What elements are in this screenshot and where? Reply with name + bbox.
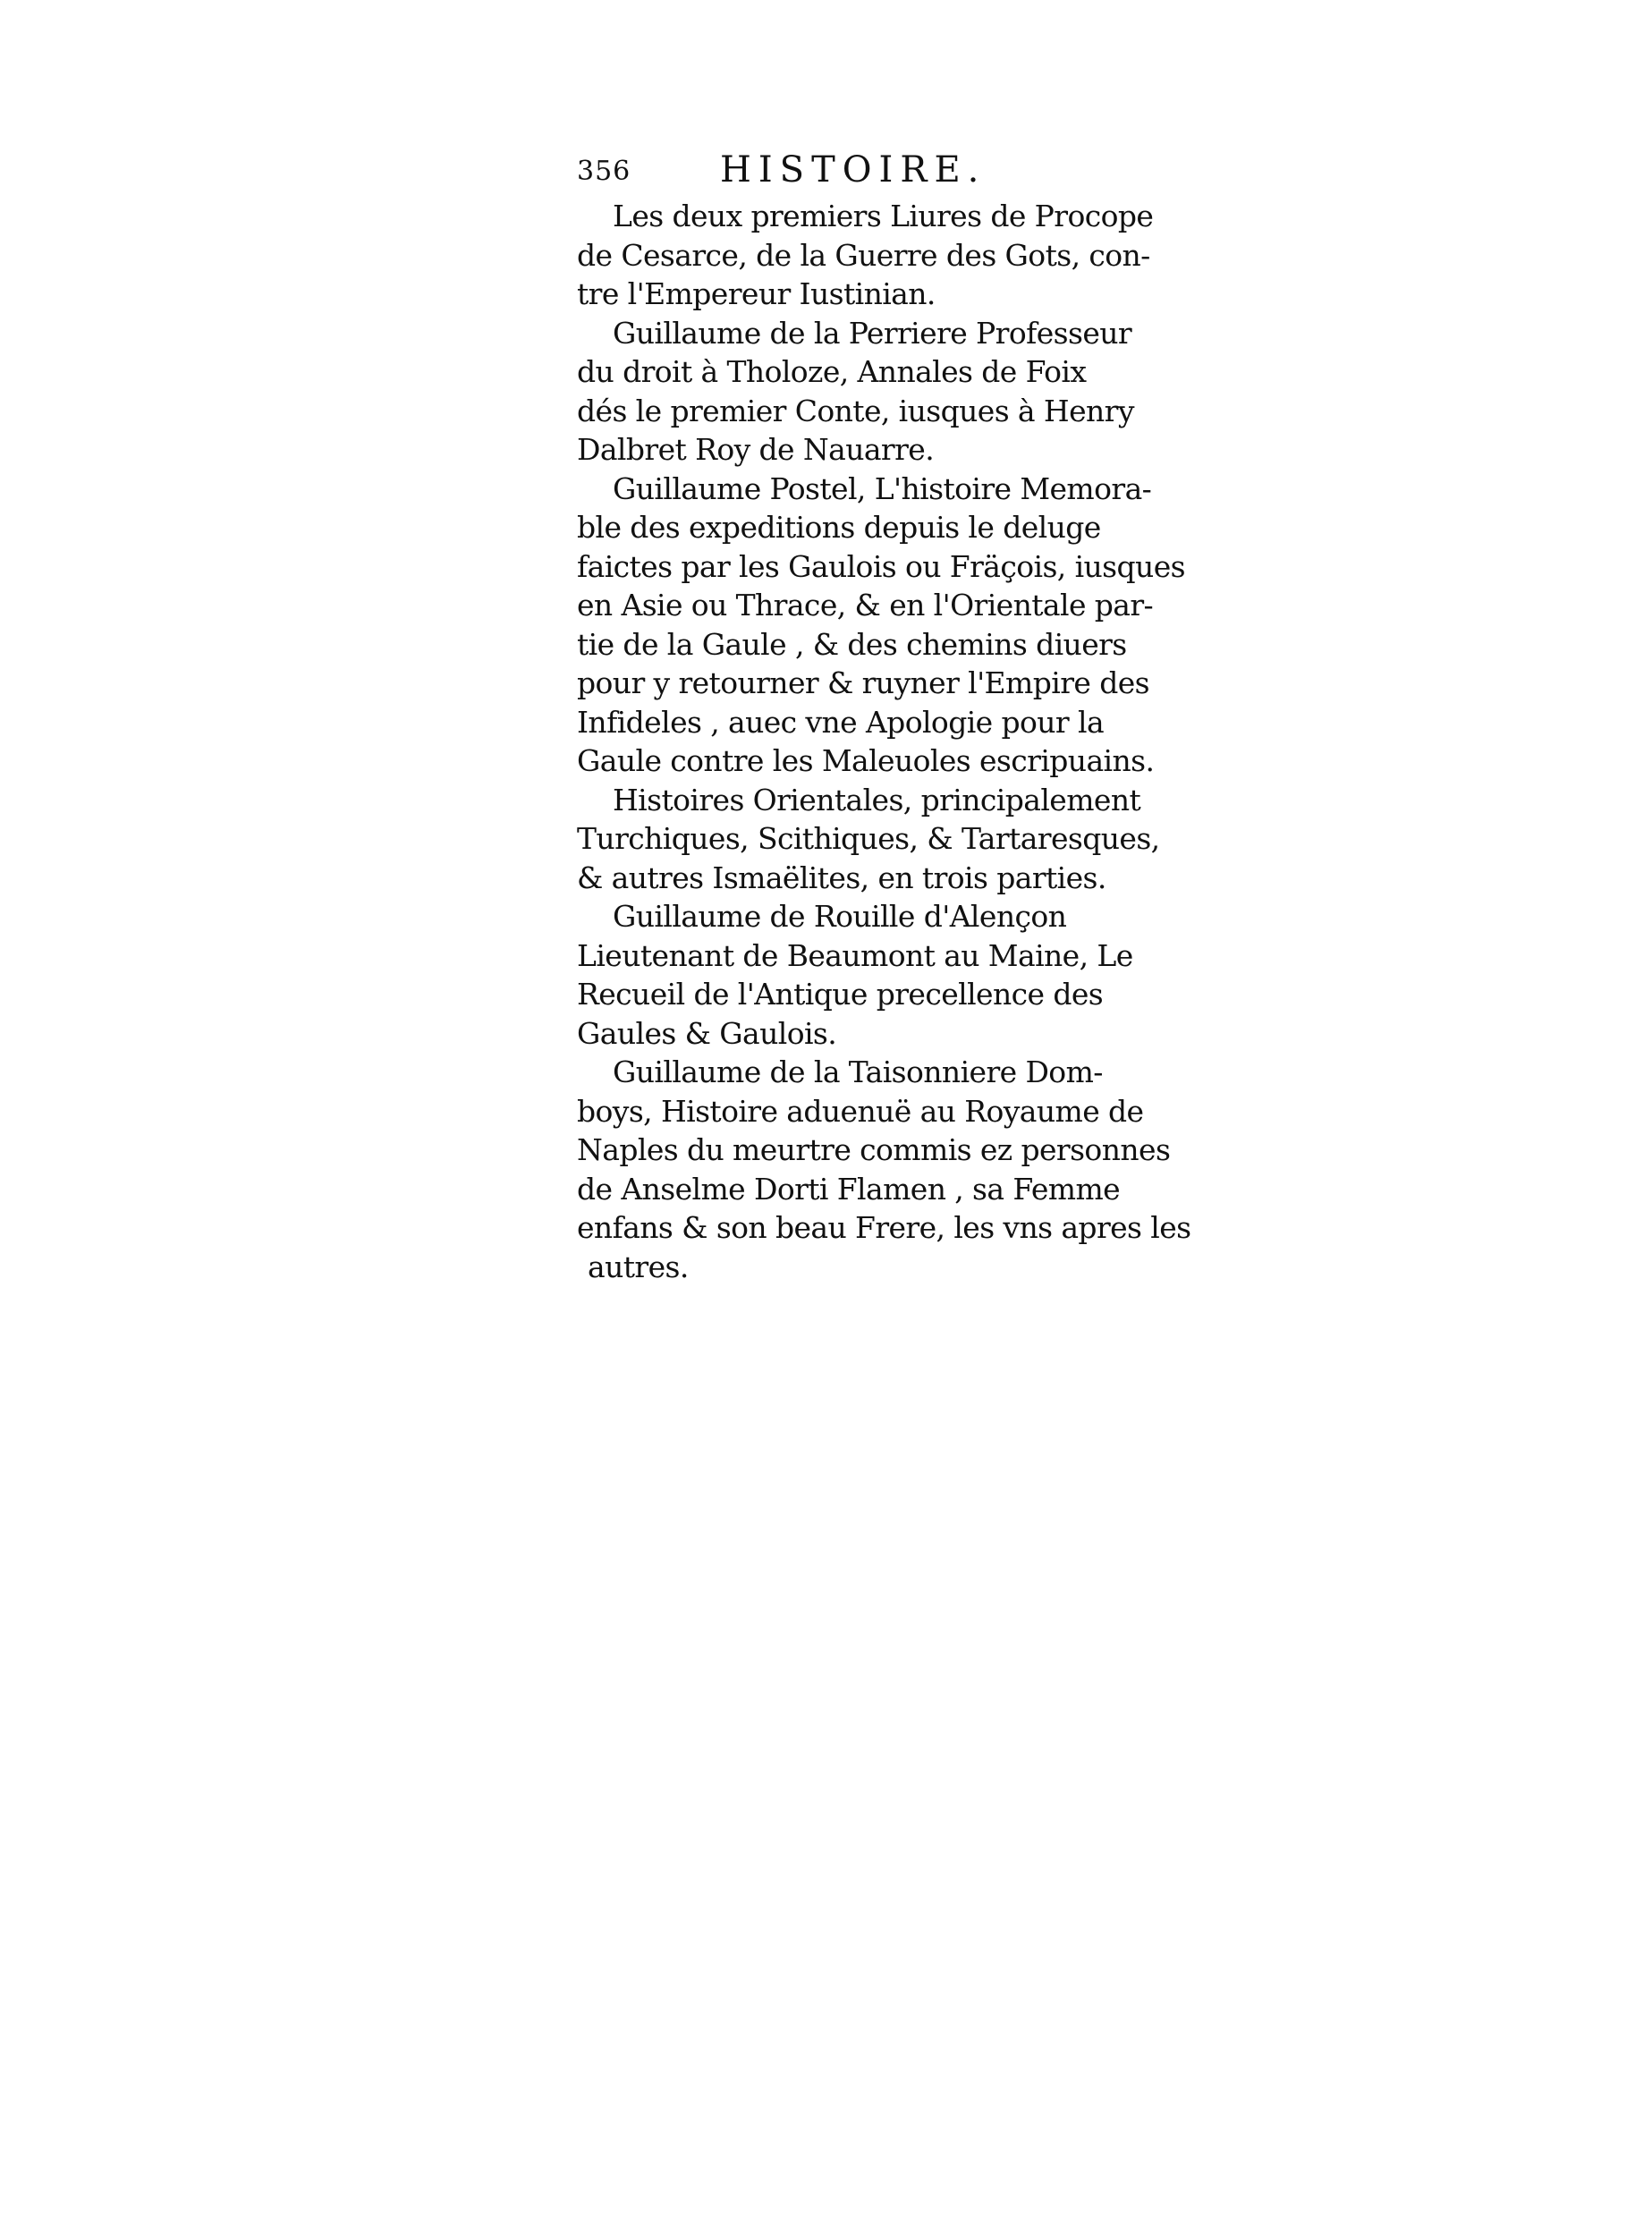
- running-title: HISTOIRE.: [720, 149, 987, 191]
- entry-line: tre l'Empereur Iustinian.: [577, 276, 936, 311]
- entry-line: Infideles , auec vne Apologie pour la: [577, 704, 1105, 740]
- entry-line: pour y retourner & ruyner l'Empire des: [577, 665, 1150, 700]
- page-text-block: [577, 149, 1191, 1286]
- entry-line: Guillaume de la Perriere Professeur: [613, 315, 1132, 351]
- entry-line: enfans & son beau Frere, les vns apres les: [577, 1210, 1191, 1245]
- entry-line: du droit à Tholoze, Annales de Foix: [577, 354, 1087, 389]
- entry-line: autres.: [588, 1249, 689, 1284]
- page-number: 356: [577, 156, 631, 187]
- entry-line: & autres Ismaëlites, en trois parties.: [577, 860, 1106, 895]
- entry-line: Turchiques, Scithiques, & Tartaresques,: [577, 821, 1160, 856]
- page-header: [577, 150, 1172, 197]
- entry-line: Dalbret Roy de Nauarre.: [577, 432, 935, 467]
- entry-line: Recueil de l'Antique precellence des: [577, 977, 1104, 1012]
- entry-line: de Anselme Dorti Flamen , sa Femme: [577, 1171, 1121, 1207]
- entry-line: Histoires Orientales, principalement: [613, 782, 1141, 817]
- bibliography-entry-taisonniere: [577, 1053, 1191, 1286]
- entry-line: ble des expeditions depuis le deluge: [577, 510, 1101, 545]
- bibliography-entry-rouille: [577, 897, 1172, 1053]
- entry-line: Naples du meurtre commis ez personnes: [577, 1132, 1171, 1167]
- entry-line: Guillaume Postel, L'histoire Memora-: [613, 470, 1152, 506]
- entry-line: dés le premier Conte, iusques à Henry: [577, 393, 1134, 428]
- entry-line: Guillaume de Rouille d'Alençon: [613, 899, 1067, 934]
- entry-line: de Cesarce, de la Guerre des Gots, con-: [577, 237, 1150, 273]
- entry-line: Lieutenant de Beaumont au Maine, Le: [577, 937, 1133, 973]
- bibliography-entry-procope: [577, 197, 1172, 314]
- bibliography-entry-postel: [577, 470, 1185, 781]
- entry-line: Gaules & Gaulois.: [577, 1015, 837, 1051]
- entry-line: en Asie ou Thrace, & en l'Orientale par-: [577, 588, 1154, 623]
- entry-line: Guillaume de la Taisonniere Dom-: [613, 1054, 1103, 1089]
- bibliography-entry-histoires-orientales: [577, 781, 1172, 898]
- entry-line: faictes par les Gaulois ou Fräçois, iusques: [577, 548, 1185, 584]
- bibliography-entry-perriere: [577, 314, 1172, 470]
- entry-line: boys, Histoire aduenuë au Royaume de: [577, 1093, 1144, 1129]
- entry-line: Les deux premiers Liures de Procope: [613, 199, 1154, 233]
- entry-line: Gaule contre les Maleuoles escripuains.: [577, 743, 1155, 778]
- entry-line: tie de la Gaule , & des chemins diuers: [577, 626, 1127, 662]
